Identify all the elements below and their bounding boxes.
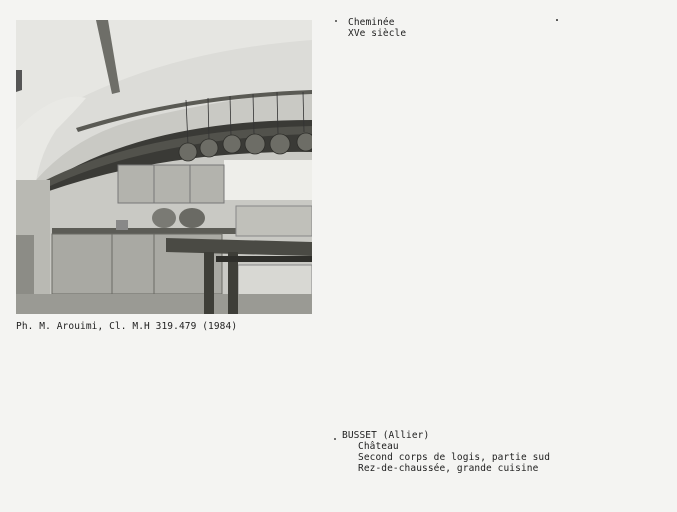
- photo-credit: Ph. M. Arouimi, Cl. M.H 319.479 (1984): [16, 321, 238, 332]
- period-label: XVe siècle: [348, 28, 407, 39]
- stray-mark: [556, 19, 558, 21]
- location-part: Second corps de logis, partie sud: [358, 452, 551, 463]
- location-building: Château: [358, 441, 399, 452]
- subject-label: Cheminée: [348, 17, 395, 28]
- bullet-mark: [335, 20, 337, 22]
- kitchen-photograph: [16, 20, 312, 314]
- bullet-mark: [334, 438, 336, 440]
- location-room: Rez-de-chaussée, grande cuisine: [358, 463, 539, 474]
- location-place: BUSSET (Allier): [342, 430, 430, 441]
